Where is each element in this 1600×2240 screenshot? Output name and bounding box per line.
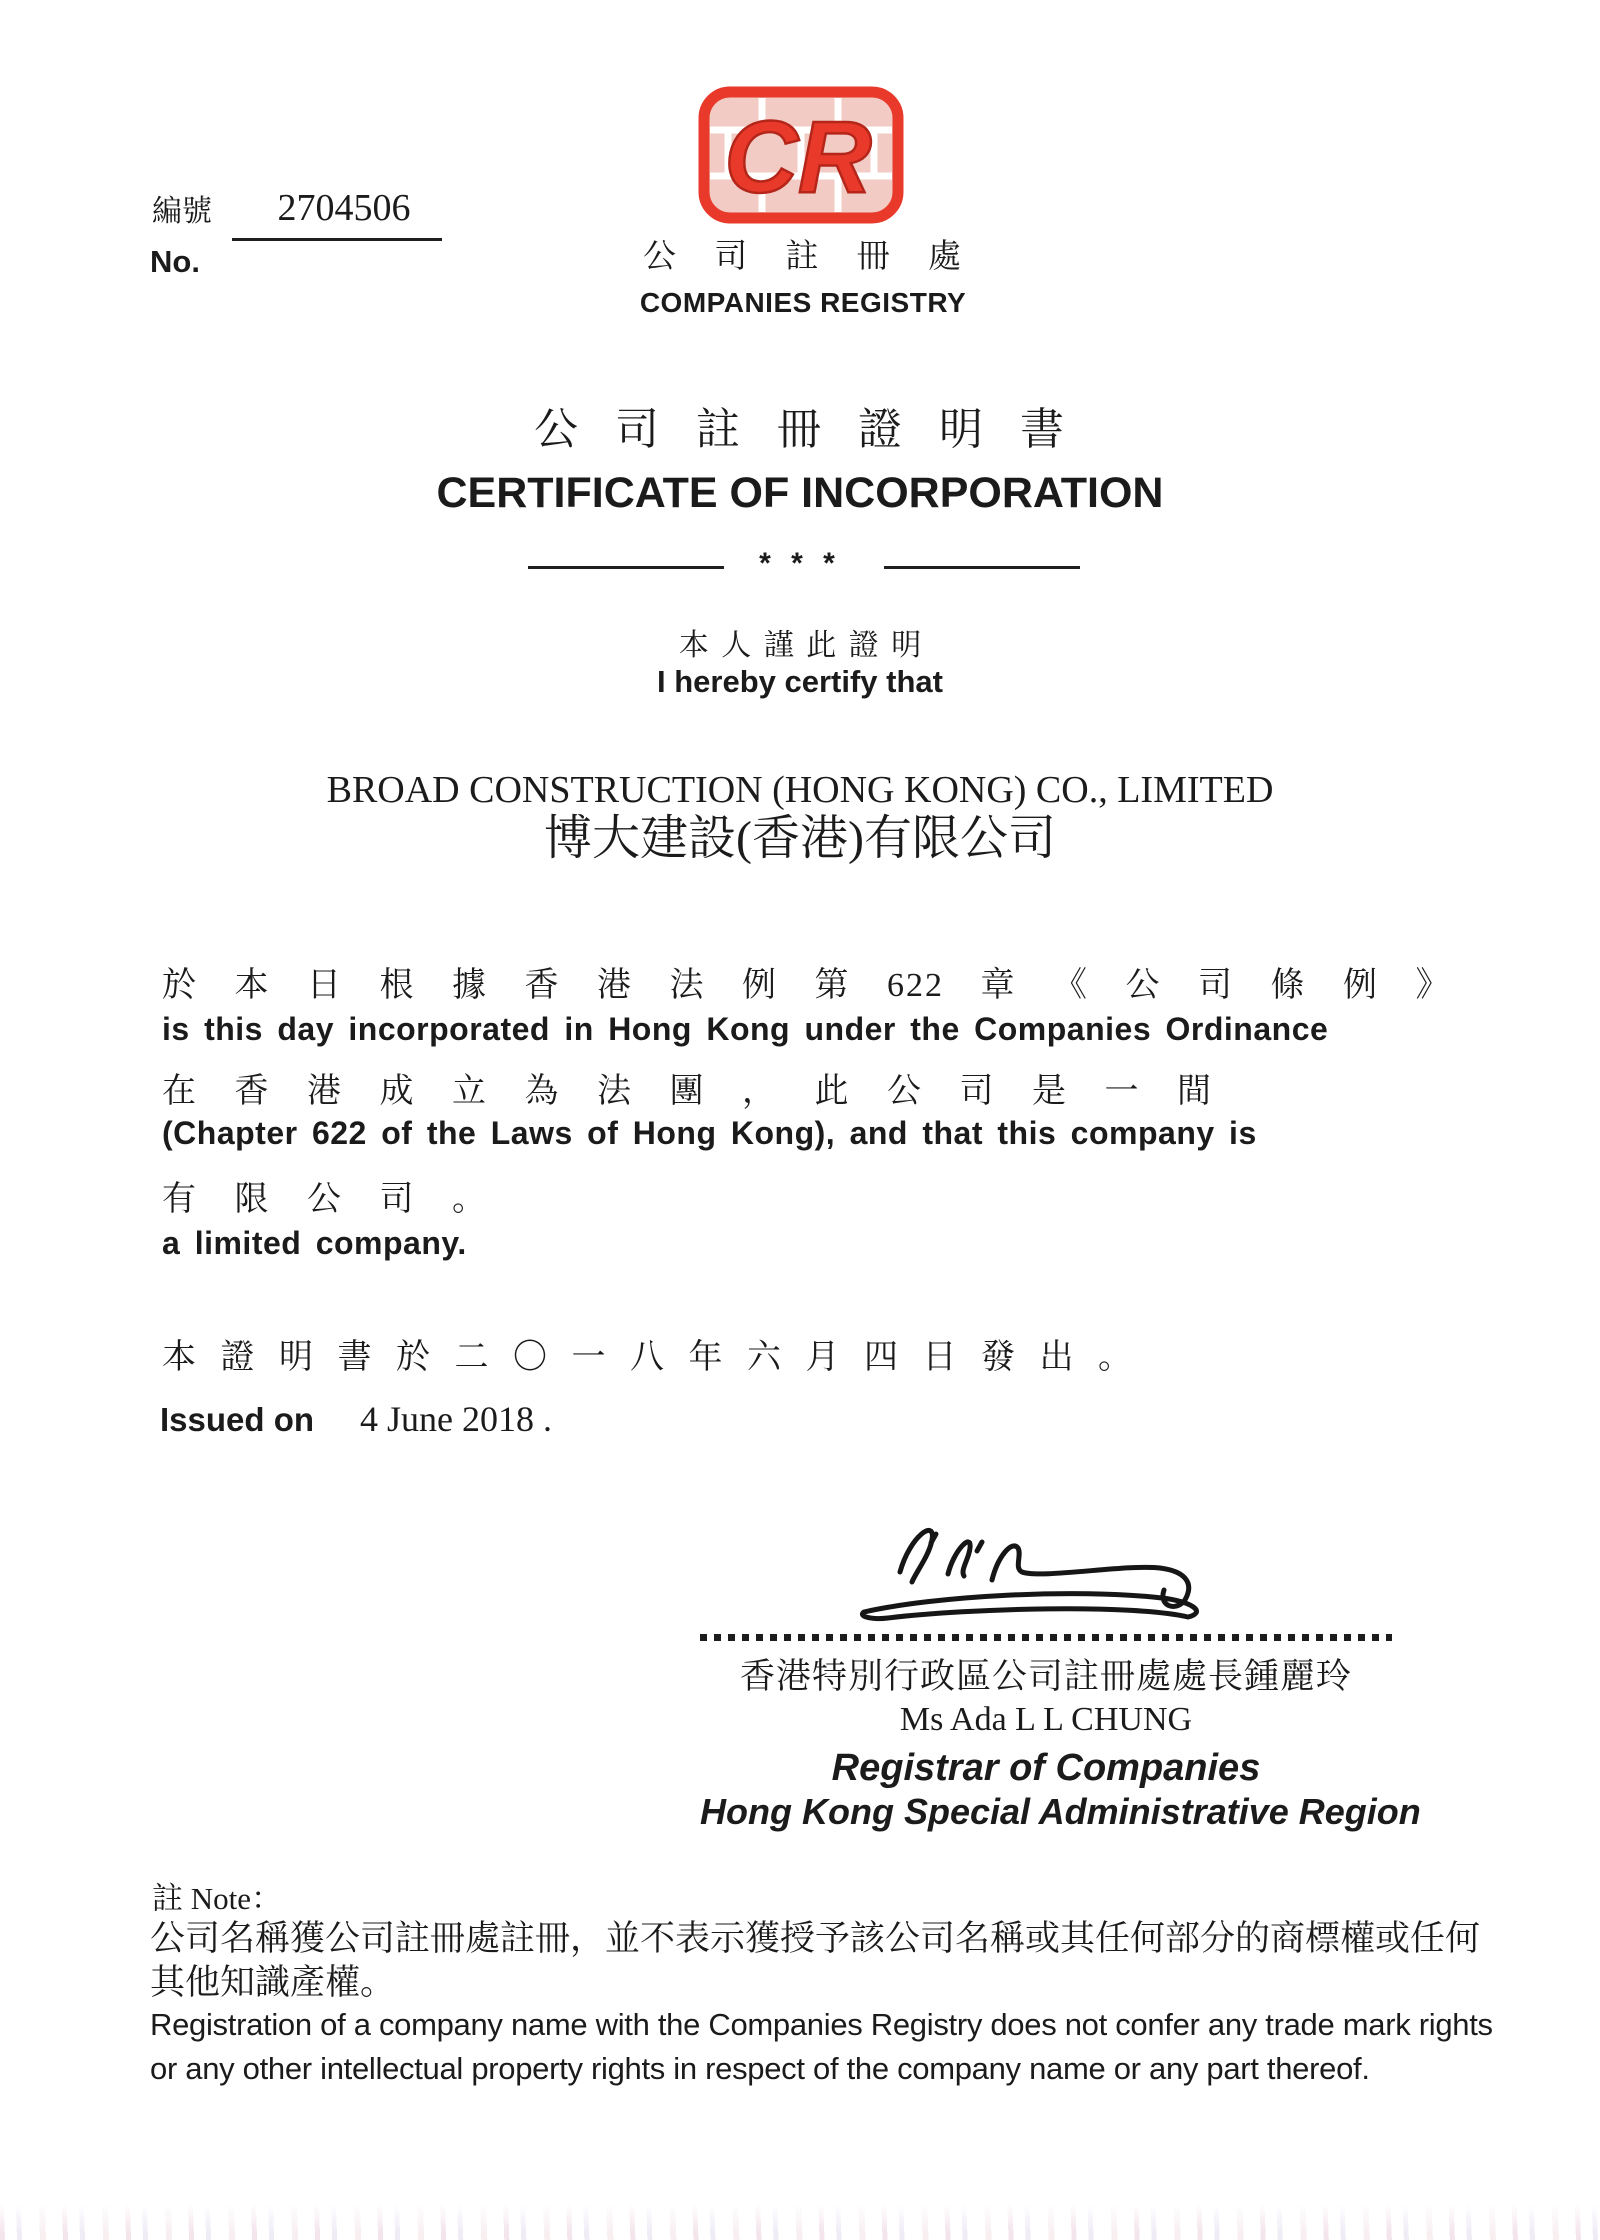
companies-registry-logo bbox=[698, 86, 904, 229]
signature-icon bbox=[830, 1498, 1270, 1648]
registrar-signature bbox=[830, 1498, 1270, 1653]
certify-statement-en: I hereby certify that bbox=[657, 664, 943, 699]
scan-noise-edge bbox=[0, 2204, 1600, 2240]
company-name-cn: 博大建設(香港)有限公司 bbox=[544, 812, 1056, 865]
number-label-cn: 編號 bbox=[152, 195, 212, 228]
body-line3-en: a limited company. bbox=[162, 1225, 467, 1261]
body-line1-cn: 於 本 日 根 據 香 港 法 例 第 622 章 《 公 司 條 例 》 bbox=[162, 967, 1452, 1004]
divider-line-right bbox=[884, 566, 1080, 569]
registrar-title-en: Registrar of Companies bbox=[831, 1747, 1261, 1789]
registry-name-cn: 公 司 註 冊 處 bbox=[643, 239, 963, 275]
issue-date-en bbox=[160, 1398, 552, 1441]
cr-logo-text: CR bbox=[724, 100, 872, 214]
certificate-title-en: CERTIFICATE OF INCORPORATION bbox=[436, 469, 1164, 517]
registrar-title-cn: 香港特別行政區公司註冊處處長鍾麗玲 bbox=[739, 1657, 1352, 1696]
signature-dotted-line bbox=[700, 1634, 1392, 1641]
divider-stars: * * * bbox=[759, 547, 841, 580]
body-line2-en: (Chapter 622 of the Laws of Hong Kong), and that this company is bbox=[162, 1115, 1257, 1151]
body-line2-cn: 在 香 港 成 立 為 法 團 ， 此 公 司 是 一 間 bbox=[162, 1073, 1213, 1110]
number-label-en: No. bbox=[150, 244, 200, 279]
body-line1-en: is this day incorporated in Hong Kong under the Companies Ordinance bbox=[162, 1011, 1329, 1047]
note-cn-line2: 其他知識產權。 bbox=[150, 1963, 396, 2002]
certificate-number: 2704506 bbox=[277, 187, 411, 229]
note-en-line1: Registration of a company name with the Companies Registry does not confer any trade mark rights bbox=[150, 2007, 1493, 2042]
issued-on-date: 4 June 2018 . bbox=[360, 1399, 553, 1439]
certify-statement-cn: 本 人 謹 此 證 明 bbox=[678, 629, 922, 662]
note-cn-line1: 公司名稱獲公司註冊處註冊，並不表示獲授予該公司名稱或其任何部分的商標權或任何 bbox=[150, 1919, 1481, 1958]
cr-logo-icon bbox=[698, 86, 904, 224]
certificate-title-cn: 公 司 註 冊 證 明 書 bbox=[534, 405, 1066, 454]
issued-on-label: Issued on bbox=[160, 1401, 315, 1438]
issue-date-cn: 本 證 明 書 於 二 〇 一 八 年 六 月 四 日 發 出 。 bbox=[162, 1339, 1134, 1376]
registrar-name: Ms Ada L L CHUNG bbox=[899, 1701, 1193, 1738]
registrar-region-en: Hong Kong Special Administrative Region bbox=[700, 1791, 1421, 1832]
note-en-line2: or any other intellectual property rights in respect of the company name or any part thereof. bbox=[150, 2051, 1370, 2086]
note-label: 註 Note： bbox=[152, 1881, 283, 1916]
company-name-en: BROAD CONSTRUCTION (HONG KONG) CO., LIMITED bbox=[326, 769, 1274, 811]
body-line3-cn: 有 限 公 司 。 bbox=[162, 1181, 488, 1218]
registry-name-en: COMPANIES REGISTRY bbox=[639, 287, 967, 318]
